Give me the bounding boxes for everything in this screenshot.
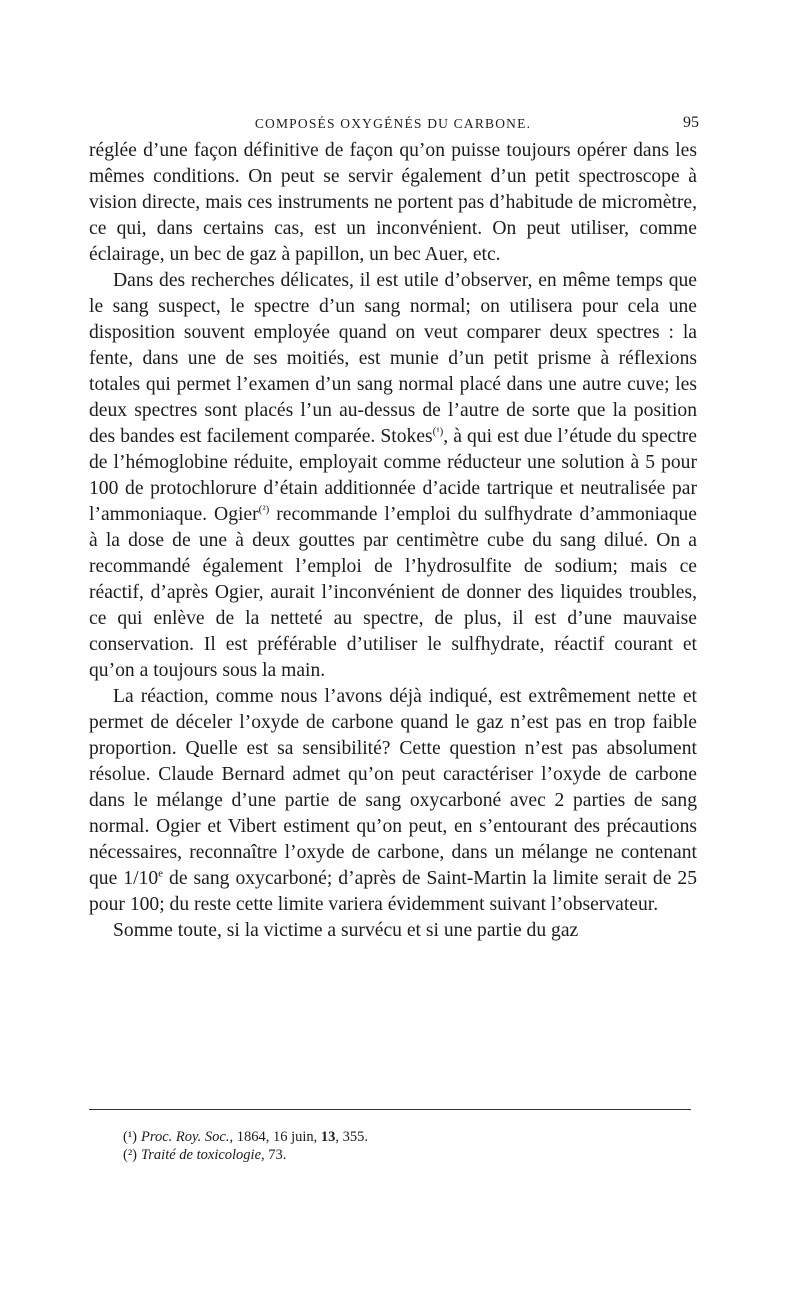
running-header	[89, 112, 697, 136]
paragraph-text: Dans des recherches délicates, il est utile d’observer, en même temps que le sang suspect, le spectre d’un sang normal; on utilisera pour cela une disposition souvent employée quand on veut comparer deux spectres : la fente, dans une de ses moitiés, est munie d’un petit prisme à réflexions totales qui permet l’examen d’un sang normal placé dans une autre cuve; les deux spectres sont placés l’un au-dessus de l’autre de sorte que la position des bandes est facilement comparée. Stokes	[89, 270, 697, 447]
body-text	[89, 138, 697, 944]
paragraph	[89, 918, 697, 944]
paragraph-text: réglée d’une façon définitive de façon qu’on puisse toujours opérer dans les mêmes conditions. On peut se servir également d’un petit spectroscope à vision directe, mais ces instruments ne portent pas d’habitude de micromètre, ce qui, dans certains cas, est un inconvénient. On peut utiliser, comme éclairage, un bec de gaz à papillon, un bec Auer, etc.	[89, 140, 697, 265]
ordinal-superscript: e	[158, 867, 164, 880]
footnote-divider	[89, 1109, 691, 1110]
footnote-1	[123, 1128, 368, 1146]
footnote-ref-1[interactable]: (¹)	[432, 425, 444, 438]
footnotes	[123, 1128, 368, 1164]
footnote-text	[141, 1128, 368, 1146]
paragraph-text: La réaction, comme nous l’avons déjà indiqué, est extrêmement nette et permet de déceler l’oxyde de carbone quand le gaz n’est pas en trop faible proportion. Quelle est sa sensibilité? Cette question n’est pas absolument résolue. Claude Bernard admet qu’on peut caractériser l’oxyde de carbone dans le mélange d’une partie de sang oxycarboné avec 2 parties de sang normal. Ogier et Vibert estiment qu’on peut, en s’entourant des précautions nécessaires, reconnaître l’oxyde de carbone, dans un mélange ne contenant que 1/10	[89, 686, 697, 889]
footnote-ref-2[interactable]: (²)	[258, 503, 270, 516]
footnote-marker: (²)	[123, 1147, 138, 1163]
footnote-marker: (¹)	[123, 1129, 138, 1145]
paragraph	[89, 684, 697, 918]
footnote-volume: 13	[320, 1129, 336, 1145]
paragraph-text: de sang oxycarboné; d’après de Saint-Martin la limite serait de 25 pour 100; du reste cette limite variera évidemment suivant l’observateur.	[89, 868, 697, 915]
running-title: COMPOSÉS OXYGÉNÉS DU CARBONE.	[254, 116, 532, 131]
footnote-details: , 1864, 16 juin,	[229, 1129, 321, 1145]
footnote-source-title: Proc. Roy. Soc.	[141, 1129, 230, 1145]
paragraph-text: , à qui est due l’étude du spectre de l’hémoglobine réduite, employait comme réducteur une solution à 5 pour 100 de protochlorure d’étain additionnée d’acide tartrique et neutralisée par l’ammoniaque. Ogier	[89, 426, 697, 525]
paragraph-text: Somme toute, si la victime a survécu et si une partie du gaz	[113, 920, 579, 941]
paragraph	[89, 138, 697, 268]
page-number: 95	[683, 114, 699, 131]
footnote-details: , 355.	[335, 1129, 369, 1145]
footnote-source-title: Traité de toxicologie	[141, 1147, 262, 1163]
footnote-text	[141, 1146, 286, 1164]
footnote-2	[123, 1146, 368, 1164]
book-page	[89, 112, 699, 1163]
paragraph-text: recommande l’emploi du sulfhydrate d’ammoniaque à la dose de une à deux gouttes par centimètre cube du sang dilué. On a recommandé également l’emploi de l’hydrosulfite de sodium; mais ce réactif, d’après Ogier, aurait l’inconvénient de donner des liquides troubles, ce qui enlève de la netteté au spectre, de plus, il est d’une mauvaise conservation. Il est préférable d’utiliser le sulfhydrate, réactif courant et qu’on a toujours sous la main.	[89, 504, 697, 681]
footnote-details: , 73.	[261, 1147, 287, 1163]
paragraph	[89, 268, 697, 684]
